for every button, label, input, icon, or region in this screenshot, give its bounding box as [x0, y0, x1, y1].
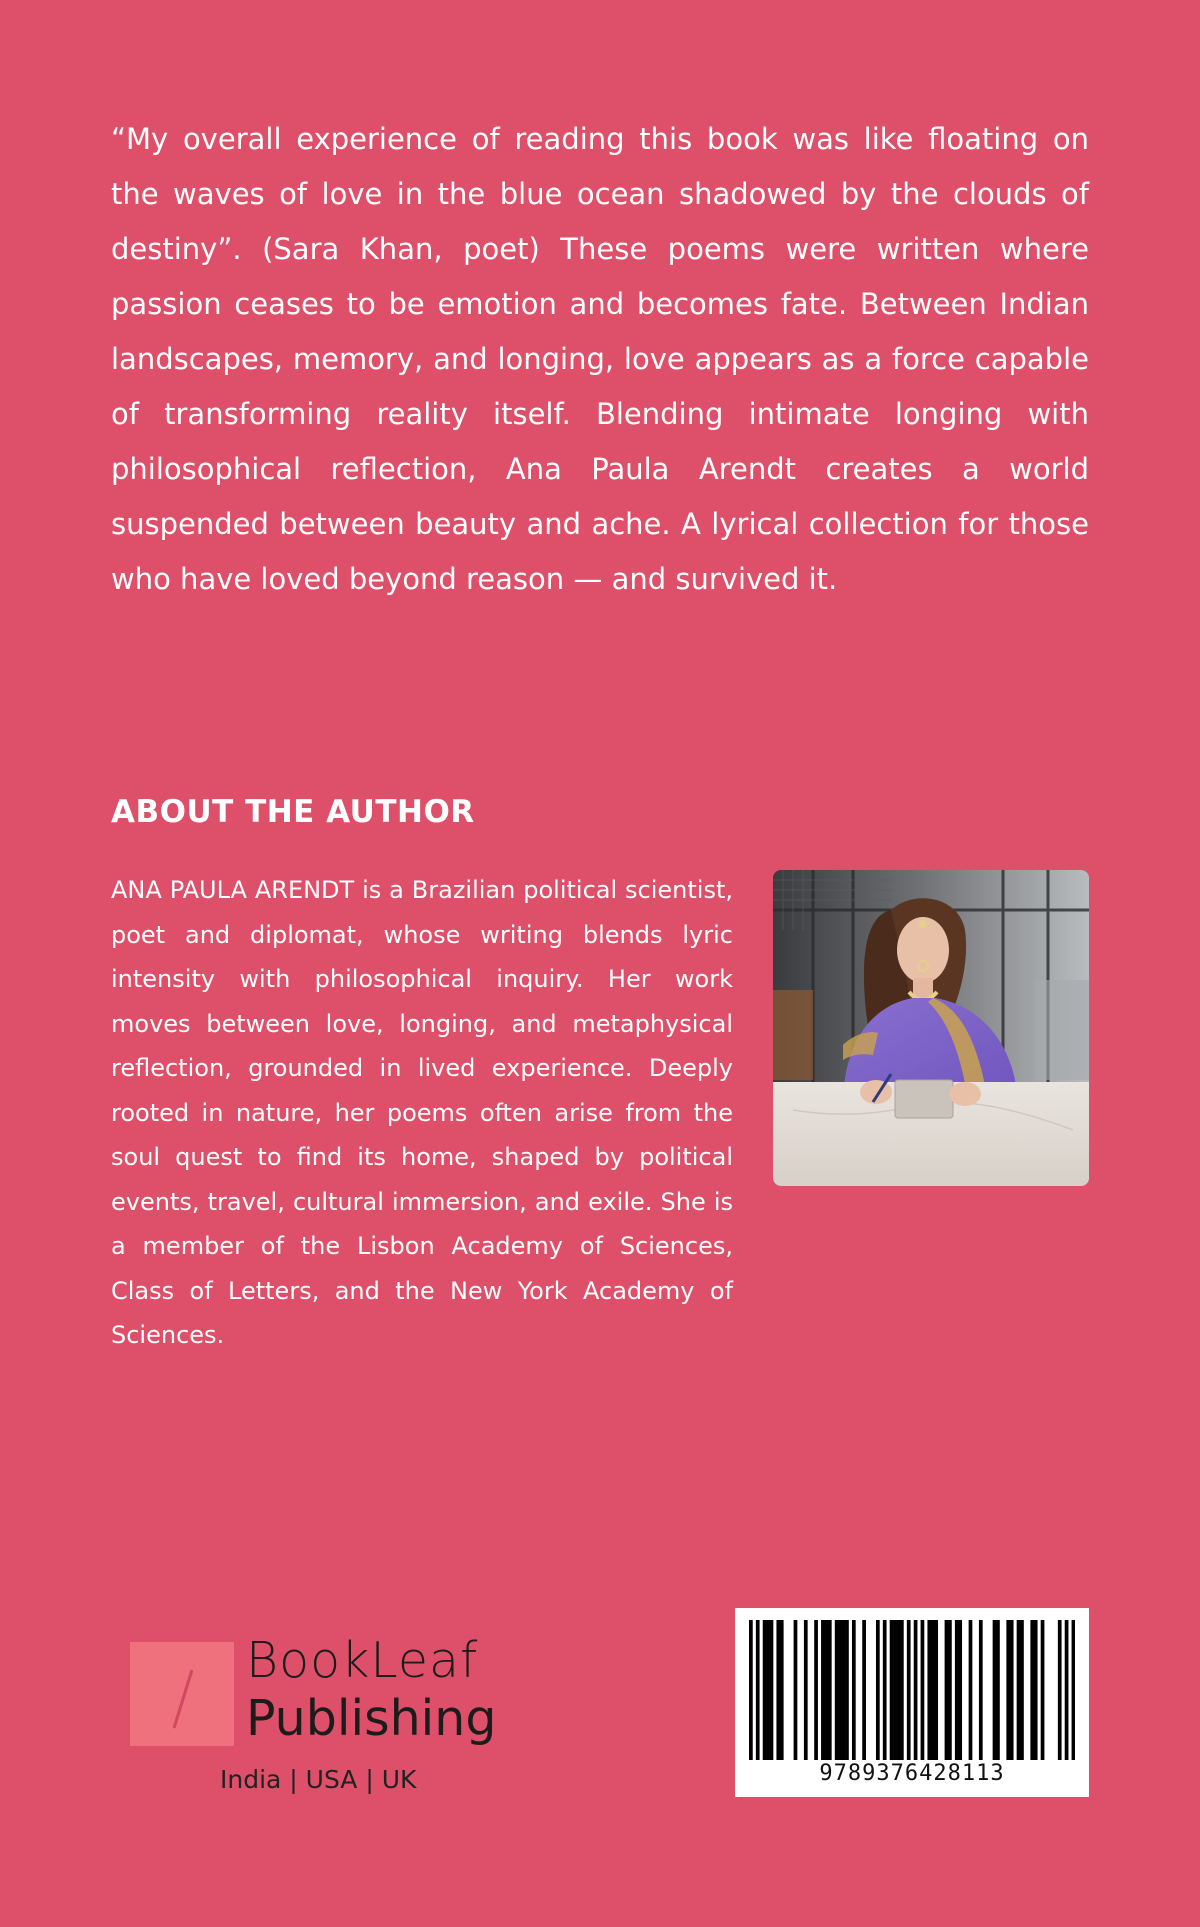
- barcode-bar: [1017, 1620, 1021, 1760]
- barcode-bar: [780, 1620, 784, 1760]
- barcode-bar: [756, 1620, 760, 1760]
- barcode-bar: [958, 1620, 962, 1760]
- barcode-bar: [890, 1620, 894, 1760]
- barcode-bar: [1020, 1620, 1024, 1760]
- barcode-bar: [948, 1620, 952, 1760]
- barcode-bar: [914, 1620, 918, 1760]
- barcode-bar: [1041, 1620, 1045, 1760]
- barcode-bar: [749, 1620, 753, 1760]
- barcode-bar: [897, 1620, 901, 1760]
- slash-icon: [168, 1664, 198, 1734]
- barcode-bar: [1034, 1620, 1038, 1760]
- barcode-bar: [835, 1620, 839, 1760]
- about-author-heading: ABOUT THE AUTHOR: [111, 794, 475, 830]
- barcode-bar: [814, 1620, 818, 1760]
- publisher-regions: India | USA | UK: [220, 1765, 417, 1794]
- barcode-bars: [749, 1620, 1075, 1760]
- barcode-bar: [921, 1620, 925, 1760]
- barcode-bar: [862, 1620, 866, 1760]
- barcode-bar: [1010, 1620, 1014, 1760]
- barcode-bar: [804, 1620, 808, 1760]
- barcode-bar: [842, 1620, 846, 1760]
- barcode-bar: [852, 1620, 856, 1760]
- barcode-bar: [934, 1620, 938, 1760]
- author-photo: [773, 870, 1089, 1186]
- barcode-bar: [969, 1620, 973, 1760]
- logo-mark: [130, 1642, 234, 1746]
- barcode-bar: [979, 1620, 983, 1760]
- barcode-bar: [907, 1620, 911, 1760]
- barcode-bar: [1030, 1620, 1034, 1760]
- barcode-bar: [927, 1620, 931, 1760]
- barcode-bar: [828, 1620, 832, 1760]
- barcode-bar: [1065, 1620, 1069, 1760]
- barcode-bar: [893, 1620, 897, 1760]
- isbn-barcode: [735, 1608, 1089, 1797]
- barcode-bar: [770, 1620, 774, 1760]
- barcode-bar: [824, 1620, 828, 1760]
- barcode-bar: [955, 1620, 959, 1760]
- barcode-bar: [763, 1620, 767, 1760]
- author-bio: ANA PAULA ARENDT is a Brazilian political scientist, poet and diplomat, whose writing blends lyric intensity with philosophical inquiry. Her work moves between love, longing, and metaphysical reflection, grounded in lived experience. Deeply rooted in nature, her poems often arise from the soul quest to find its home, shaped by political events, travel, cultural immersion, and exile. She is a member of the Lisbon Academy of Sciences, Class of Letters, and the New York Academy of Sciences.: [111, 876, 733, 1349]
- barcode-bar: [776, 1620, 780, 1760]
- barcode-bar: [821, 1620, 825, 1760]
- barcode-bar: [845, 1620, 849, 1760]
- barcode-bar: [931, 1620, 935, 1760]
- barcode-bar: [1058, 1620, 1062, 1760]
- barcode-bar: [996, 1620, 1000, 1760]
- barcode-bar: [794, 1620, 798, 1760]
- barcode-bar: [876, 1620, 880, 1760]
- barcode-bar: [766, 1620, 770, 1760]
- barcode-bar: [1072, 1620, 1075, 1760]
- isbn-number: 9789376428113: [819, 1761, 1005, 1786]
- barcode-bar: [900, 1620, 904, 1760]
- publisher-name-line2: Publishing: [246, 1690, 497, 1747]
- publisher-name-line1: BookLeaf: [246, 1632, 479, 1689]
- barcode-bar: [1006, 1620, 1010, 1760]
- barcode-bar: [993, 1620, 997, 1760]
- back-cover-blurb: “My overall experience of reading this book was like floating on the waves of love in the blue ocean shadowed by the clouds of destiny”. (Sara Khan, poet) These poems were written where passion ceases to be emotion and becomes fate. Between Indian landscapes, memory, and longing, love appears as a force capable of transforming reality itself. Blending intimate longing with philosophical reflection, Ana Paula Arendt creates a world suspended between beauty and ache. A lyrical collection for those who have loved beyond reason — and survived it.: [111, 122, 1089, 596]
- barcode-bar: [883, 1620, 887, 1760]
- publisher-logo: [130, 1632, 510, 1797]
- barcode-bar: [838, 1620, 842, 1760]
- barcode-bar: [945, 1620, 949, 1760]
